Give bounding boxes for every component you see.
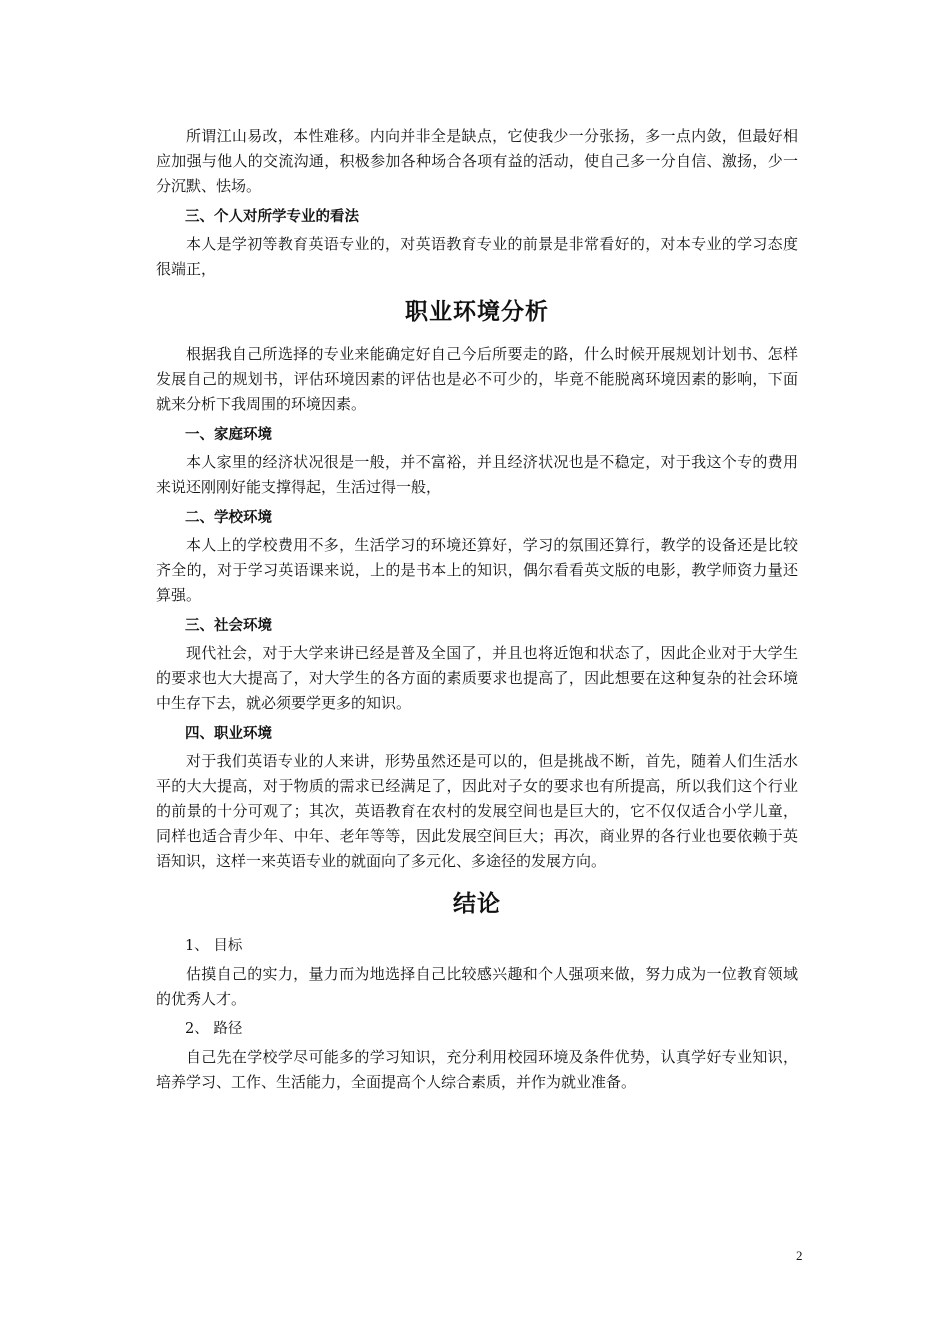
section-title-conclusion: 结论 (453, 890, 501, 917)
subheading-family: 一、家庭环境 (185, 426, 272, 443)
subheading-society: 三、社会环境 (185, 617, 272, 634)
paragraph-family: 本人家里的经济状况很是一般，并不富裕，并且经济状况也是不稳定，对于我这个专的费用来说还刚刚好能支撑得起，生活过得一般， (156, 453, 798, 496)
subheading-career: 四、职业环境 (185, 725, 272, 742)
page-content (156, 124, 798, 1100)
section-title-career-environment: 职业环境分析 (405, 298, 549, 325)
subheading-major-view: 三、个人对所学专业的看法 (185, 208, 359, 225)
subheading-school: 二、学校环境 (185, 509, 272, 526)
numbered-item-path: 2、 路径 (185, 1021, 243, 1037)
numbered-item-goal: 1、 目标 (185, 938, 243, 954)
paragraph-career: 对于我们英语专业的人来讲，形势虽然还是可以的，但是挑战不断，首先，随着人们生活水平的大大提高，对于物质的需求已经满足了，因此对子女的要求也有所提高，所以我们这个行业的前景的十分可观了；其次，英语教育在农村的发展空间也是巨大的，它不仅仅适合小学儿童，同样也适合青少年、中年、老年等等，因此发展空间巨大；再次，商业界的各行业也要依赖于英语知识，这样一来英语专业的就面向了多元化、多途径的发展方向。 (156, 752, 798, 870)
paragraph-school: 本人上的学校费用不多，生活学习的环境还算好，学习的氛围还算行，教学的设备还是比较齐全的，对于学习英语课来说，上的是书本上的知识，偶尔看看英文版的电影，教学师资力量还算强。 (156, 536, 798, 604)
paragraph-introversion: 所谓江山易改，本性难移。内向并非全是缺点，它使我少一分张扬，多一点内敛，但最好相应加强与他人的交流沟通，积极参加各种场合各项有益的活动，使自己多一分自信、激扬，少一分沉默、怯场。 (156, 127, 798, 195)
paragraph-society: 现代社会，对于大学来讲已经是普及全国了，并且也将近饱和状态了，因此企业对于大学生的要求也大大提高了，对大学生的各方面的素质要求也提高了，因此想要在这种复杂的社会环境中生存下去，就必须要学更多的知识。 (156, 644, 798, 712)
paragraph-path: 自己先在学校学尽可能多的学习知识，充分利用校园环境及条件优势，认真学好专业知识，培养学习、工作、生活能力，全面提高个人综合素质，并作为就业准备。 (156, 1048, 798, 1091)
paragraph-goal: 估摸自己的实力，量力而为地选择自己比较感兴趣和个人强项来做，努力成为一位教育领域的优秀人才。 (156, 965, 798, 1008)
paragraph-environment-intro: 根据我自己所选择的专业来能确定好自己今后所要走的路，什么时候开展规划计划书、怎样发展自己的规划书，评估环境因素的评估也是必不可少的，毕竟不能脱离环境因素的影响，下面就来分析下我周围的环境因素。 (156, 345, 798, 413)
page-number: 2 (796, 1248, 803, 1263)
paragraph-major-view: 本人是学初等教育英语专业的，对英语教育专业的前景是非常看好的，对本专业的学习态度很端正， (156, 235, 798, 278)
